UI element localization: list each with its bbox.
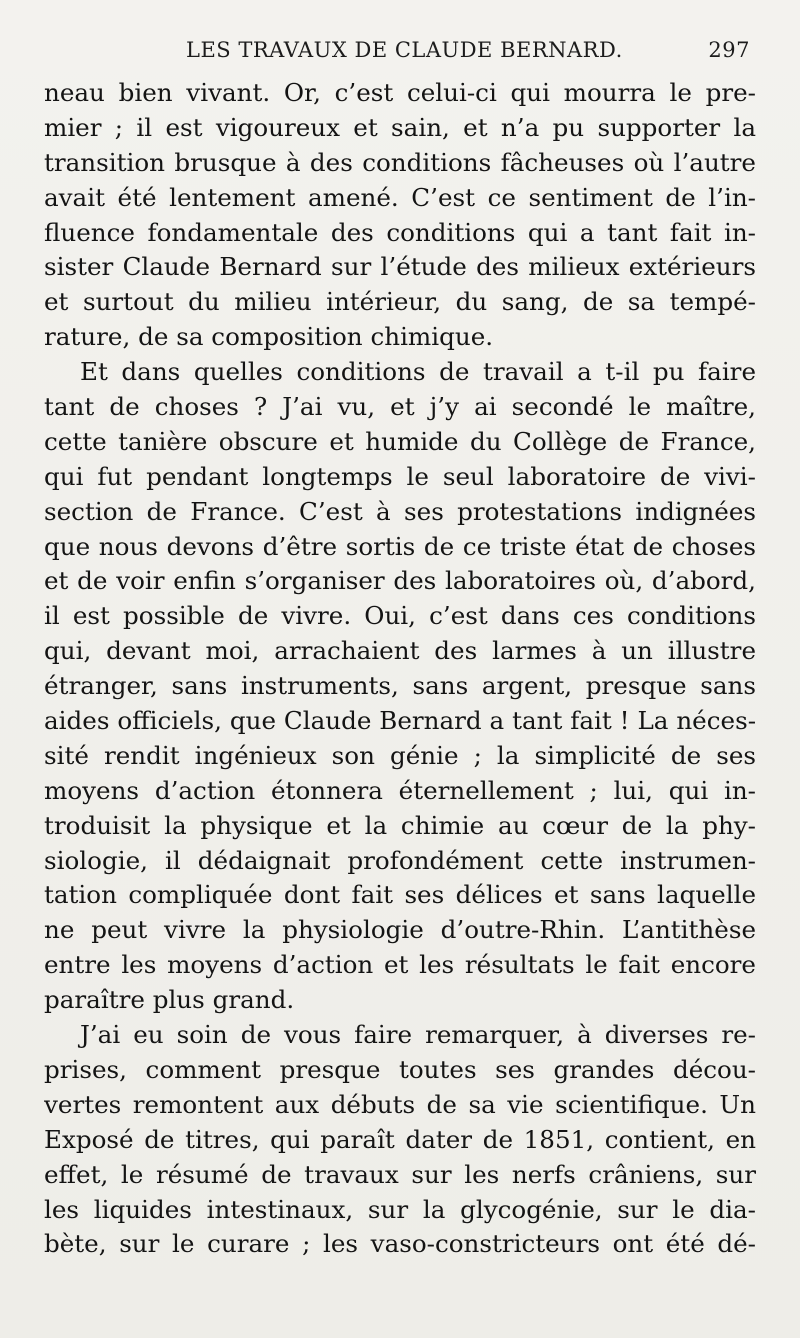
text-line: qui fut pendant longtemps le seul laboratoire de vivi- [44,461,756,491]
running-head [46,38,752,72]
text-line: troduisit la physique et la chimie au cœur de la phy- [44,810,756,840]
text-line: tation compliquée dont fait ses délices et sans laquelle [44,880,756,910]
text-line: ne peut vivre la physiologie d’outre-Rhin. L’antithèse [44,915,756,945]
text-line: les liquides intestinaux, sur la glycogénie, sur le dia- [44,1194,756,1224]
page-number: 297 [708,38,750,62]
text-line: Et dans quelles conditions de travail a t-il pu faire [80,357,756,387]
text-line: il est possible de vivre. Oui, c’est dans ces conditions [44,601,756,631]
text-line: moyens d’action étonnera éternellement ; lui, qui in- [44,775,756,805]
text-line: mier ; il est vigoureux et sain, et n’a pu supporter la [44,112,756,142]
text-line: tant de choses ? J’ai vu, et j’y ai secondé le maître, [44,392,756,422]
text-line: qui, devant moi, arrachaient des larmes à un illustre [44,636,756,666]
text-line: prises, comment presque toutes ses grandes décou- [44,1054,756,1084]
text-line: section de France. C’est à ses protestations indignées [44,496,756,526]
text-line: effet, le résumé de travaux sur les nerfs crâniens, sur [44,1159,756,1189]
text-line: sister Claude Bernard sur l’étude des milieux extérieurs [44,252,756,282]
text-line: vertes remontent aux débuts de sa vie scientifique. Un [44,1089,756,1119]
text-line: bète, sur le curare ; les vaso-constricteurs ont été dé- [44,1229,756,1259]
text-line: avait été lentement amené. C’est ce sentiment de l’in- [44,182,756,212]
text-line: étranger, sans instruments, sans argent, presque sans [44,671,756,701]
text-line: cette tanière obscure et humide du Collège de France, [44,426,756,456]
text-line: et surtout du milieu intérieur, du sang, de sa tempé- [44,287,756,317]
text-line: entre les moyens d’action et les résultats le fait encore [44,950,756,980]
text-line: paraître plus grand. [44,985,295,1015]
body-text [44,76,756,1262]
text-line: aides officiels, que Claude Bernard a tant fait ! La néces- [44,706,756,736]
text-line: transition brusque à des conditions fâcheuses où l’autre [44,147,756,177]
text-line: rature, de sa composition chimique. [44,322,494,352]
text-line: neau bien vivant. Or, c’est celui-ci qui mourra le pre- [44,78,756,107]
text-line: que nous devons d’être sortis de ce triste état de choses [44,531,756,561]
text-line: et de voir enfin s’organiser des laboratoires où, d’abord, [44,566,756,596]
text-line: fluence fondamentale des conditions qui a tant fait in- [44,217,756,247]
text-line: siologie, il dédaignait profondément cette instrumen- [44,845,756,875]
running-title: LES TRAVAUX DE CLAUDE BERNARD. [186,38,623,62]
text-line: Exposé de titres, qui paraît dater de 1851, contient, en [44,1124,756,1154]
text-line: sité rendit ingénieux son génie ; la simplicité de ses [44,740,756,770]
text-line: J’ai eu soin de vous faire remarquer, à diverses re- [80,1020,756,1050]
